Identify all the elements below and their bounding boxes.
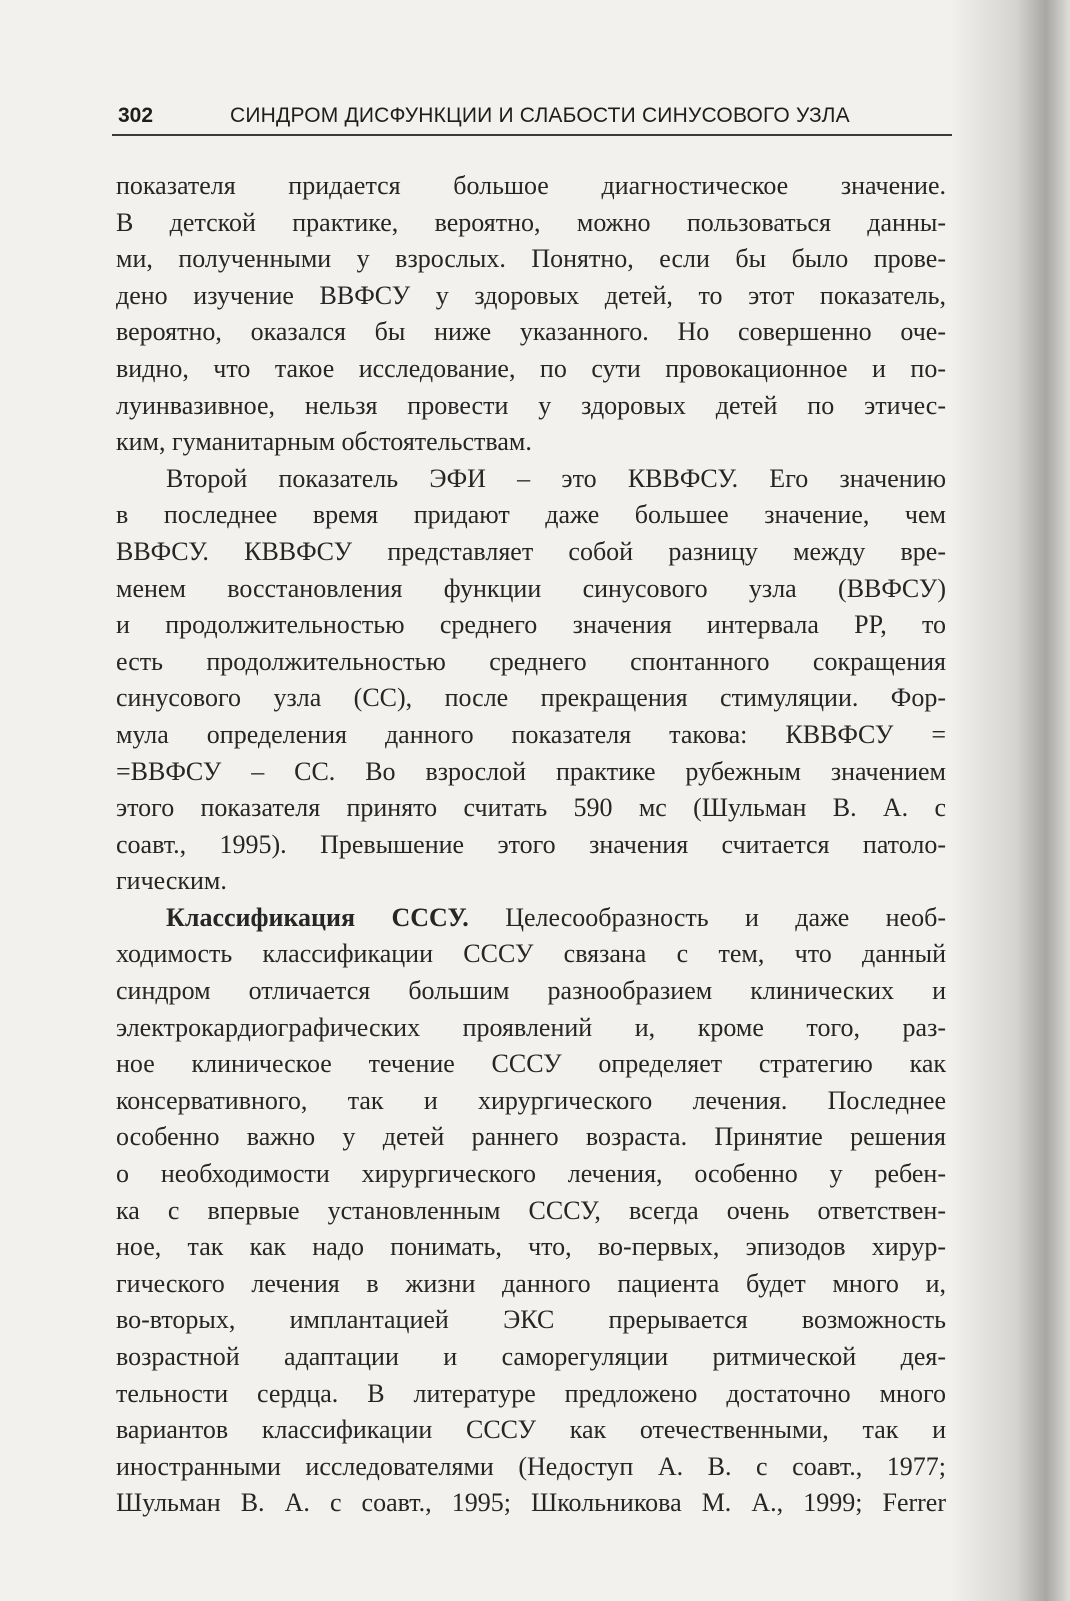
text-line: ВВФСУ. КВВФСУ представляет собой разницу между вре-	[116, 536, 946, 566]
text-line: синдром отличается большим разнообразием клинических и	[116, 976, 946, 1006]
text-line: ное, так как надо понимать, что, во-первых, эпизодов хирур-	[116, 1232, 946, 1262]
classification-heading: Классификация СССУ.	[166, 902, 469, 932]
text-line: Шульман В. А. с соавт., 1995; Школьникова М. А., 1999; Ferrer	[116, 1488, 946, 1518]
text-line: электрокардиографических проявлений и, кроме того, раз-	[116, 1012, 946, 1042]
text-line: в последнее время придают даже большее значение, чем	[116, 500, 946, 530]
text-line: дено изучение ВВФСУ у здоровых детей, то этот показатель,	[116, 280, 946, 310]
text-line: есть продолжительностью среднего спонтанного сокращения	[116, 646, 946, 676]
section-title: СИНДРОМ ДИСФУНКЦИИ И СЛАБОСТИ СИНУСОВОГО УЗЛА	[230, 104, 850, 127]
text-line	[116, 900, 946, 937]
text-line: иностранными исследователями (Недоступ А. В. с соавт., 1977;	[116, 1451, 946, 1481]
text-line: синусового узла (СС), после прекращения стимуляции. Фор-	[116, 683, 946, 713]
text-line: ким, гуманитарным обстоятельствам.	[116, 427, 532, 457]
running-head	[112, 100, 952, 136]
text-line: гическим.	[116, 866, 227, 896]
text-line: возрастной адаптации и саморегуляции ритмической дея-	[116, 1342, 946, 1371]
text-run: Целесообразность и даже необ-	[468, 902, 946, 932]
spine-shadow	[950, 0, 1070, 1601]
text-line: гического лечения в жизни данного пациента будет много и,	[116, 1268, 946, 1298]
text-line: тельности сердца. В литературе предложено достаточно много	[116, 1378, 946, 1408]
text-line: о необходимости хирургического лечения, особенно у ребен-	[116, 1159, 946, 1189]
text-line: особенно важно у детей раннего возраста. Принятие решения	[116, 1122, 946, 1152]
text-line: Второй показатель ЭФИ – это КВВФСУ. Его значению	[166, 463, 946, 493]
body-text	[116, 168, 946, 1522]
text-line: луинвазивное, нельзя провести у здоровых детей по этичес-	[116, 390, 946, 420]
paragraph	[116, 168, 946, 461]
text-line: ходимость классификации СССУ связана с тем, что данный	[116, 939, 946, 969]
text-line: консервативного, так и хирургического лечения. Последнее	[116, 1085, 946, 1115]
text-line: ка с впервые установленным СССУ, всегда очень ответствен-	[116, 1195, 946, 1225]
text-line: менем восстановления функции синусового узла (ВВФСУ)	[116, 573, 946, 603]
text-line: видно, что такое исследование, по сути провокационное и по-	[116, 353, 946, 383]
text-line: соавт., 1995). Превышение этого значения считается патоло-	[116, 829, 946, 859]
text-line: мула определения данного показателя такова: КВВФСУ =	[116, 719, 946, 749]
text-line: этого показателя принято считать 590 мс (Шульман В. А. с	[116, 793, 946, 823]
paragraph	[116, 900, 946, 1522]
text-line: вариантов классификации СССУ как отечественными, так и	[116, 1415, 946, 1445]
text-line: и продолжительностью среднего значения интервала PP, то	[116, 610, 946, 640]
text-line: ное клиническое течение СССУ определяет стратегию как	[116, 1049, 946, 1079]
text-line: =ВВФСУ – СС. Во взрослой практике рубежным значением	[116, 756, 946, 786]
paragraph	[116, 461, 946, 900]
text-line: показателя придается большое диагностическое значение.	[116, 171, 946, 200]
text-line: В детской практике, вероятно, можно пользоваться данны-	[116, 207, 946, 237]
text-line: во-вторых, имплантацией ЭКС прерывается возможность	[116, 1305, 946, 1335]
page-number: 302	[118, 104, 154, 127]
text-line: вероятно, оказался бы ниже указанного. Но совершенно оче-	[116, 317, 946, 347]
text-line: ми, полученными у взрослых. Понятно, если бы было прове-	[116, 244, 946, 274]
